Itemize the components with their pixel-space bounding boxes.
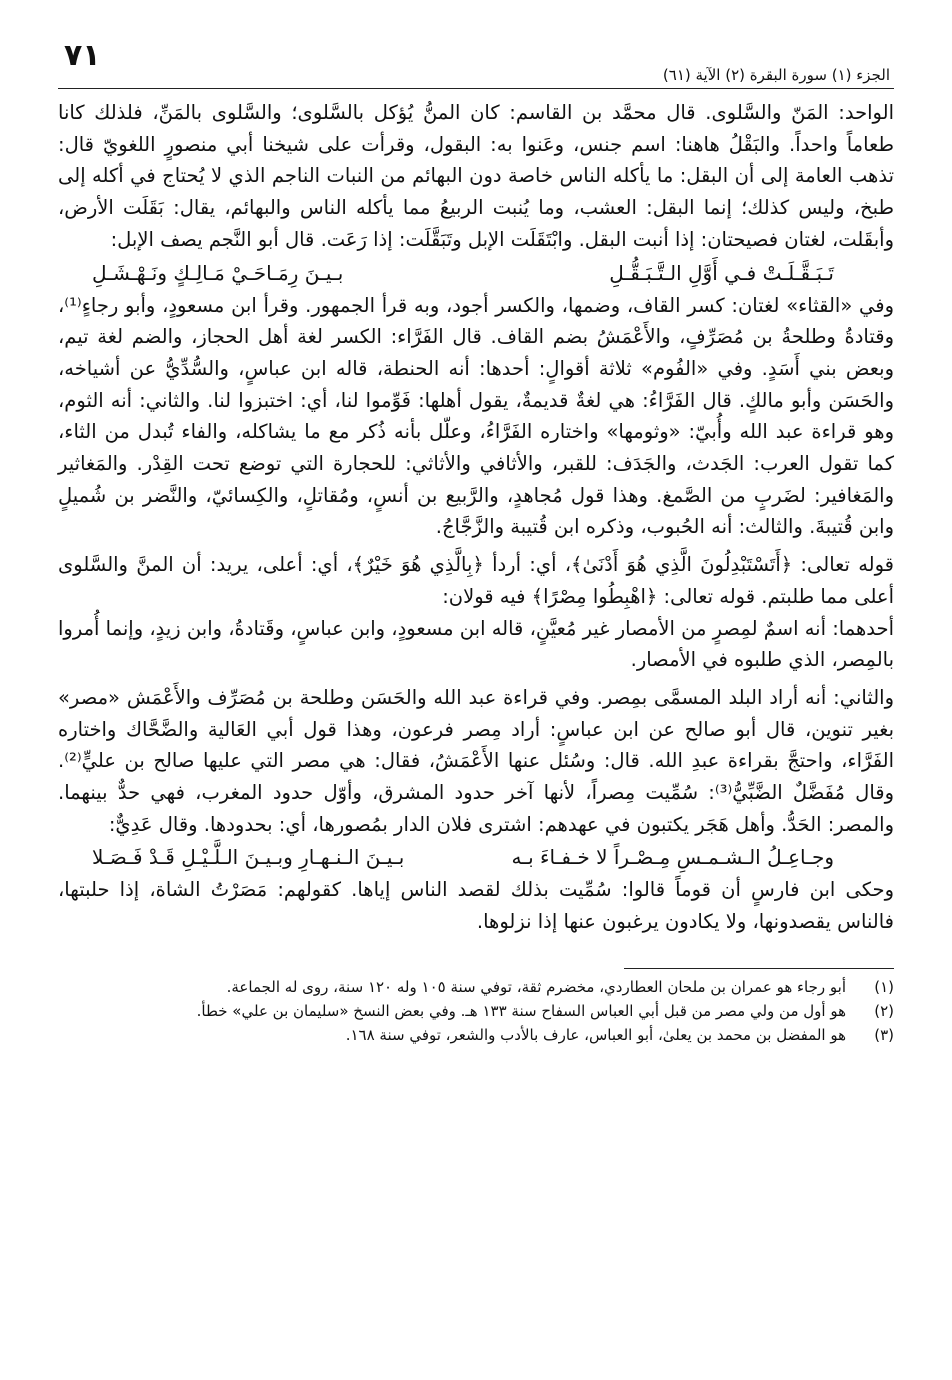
footnote-separator: [624, 968, 894, 969]
footnote-item: [58, 999, 894, 1023]
poem-verse-adi: [58, 840, 894, 874]
paragraph-ibn-faris: وحكى ابن فارسٍ أن قوماً قالوا: سُمِّيت بذلك لقصد الناس إياها. كقولهم: مَصَرْتُ الشاة، إذا حلبتها، فالناس يقصدونها، ولا يكادون يرغبون عنها إذا نزلوها.: [58, 878, 894, 934]
paragraph-qiththa-fum: وفي «القثاء» لغتان: كسر القاف، وضمها، والكسر أجود، وبه قرأ الجمهور. وقرأ ابن مسعودٍ، وأبو رجاءٍ⁽¹⁾، وقتادةُ وطلحةُ بن مُصَرِّفٍ، والأَعْمَشُ بضم القاف. قال الفَرَّاء: الكسر لغة أهل الحجاز، والضم لغة تيم، وبعض بني أَسَدٍ. وفي «الفُوم» ثلاثة أقوالٍ: أحدها: أنه الحنطة، قاله ابن عباسٍ، والسُّدِّيُّ عن أشياخه، والحَسَن وأبو مالكٍ. قال الفَرَّاءُ: هي لغةٌ قديمةٌ، يقول أهلها: فَوِّموا لنا، أي: اختبزوا لنا. والثاني: أنه الثوم، وهو قراءة عبد الله وأُبيّ: «وثومها» واختاره الفَرَّاءُ، وعلّل بأنه ذُكر مع ما يشاكله، والفاء تُبدل من الثاء، كما تقول العرب: الجَدث، والجَدَف: للقبر، والأثافي والأثاثي: للحجارة التي توضع تحت القِدْر. والمَغاثير والمَغافير: لضَربٍ من الصَّمغ. وهذا قول مُجاهدٍ، والرَّبيع بن أنسٍ، ومُقاتلٍ، والكِسائيّ، والنَّضر بن شُميلٍ وابن قُتيبةَ. والثالث: أنه الحُبوب، وذكره ابن قُتيبة والزَّجَّاجُ.: [58, 293, 894, 539]
page-number: ٧١: [64, 38, 101, 73]
paragraph-istibdal: قوله تعالى: ﴿أَتَسْتَبْدِلُونَ الَّذِي هُوَ أَدْنَىٰ﴾، أي: أردأ ﴿بِالَّذِي هُوَ خَيْرٌ﴾، أي: أعلى، يريد: أن المنَّ والسَّلوى أعلى مما طلبتم. قوله تعالى: ﴿اهْبِطُوا مِصْرًا﴾ فيه قولان:: [58, 553, 894, 608]
footnote-text: هو المفضل بن محمد بن يعلىٰ، أبو العباس، عارف بالأدب والشعر، توفي سنة ١٦٨.: [345, 1025, 846, 1044]
verse-second-hemistich: بـيـنَ الـنـهـارِ وبـيـنَ الـلَّـيْـلِ قَـدْ فَـصَـلا: [92, 845, 405, 870]
footnote-number: (١): [874, 977, 894, 996]
poem-verse-abu-najm: [58, 256, 894, 290]
verse-first-hemistich: وجـاعِـلُ الـشـمـسِ مِـصْـراً لا خـفـاءَ بـه: [511, 845, 834, 870]
footnote-item: [58, 975, 894, 999]
footnote-text: أبو رجاء هو عمران بن ملحان العطاردي، مخضرم ثقة، توفي سنة ١٠٥ وله ١٢٠ سنة، روى له الجماعة.: [226, 977, 846, 996]
paragraph-manna-salwa: الواحد: المَنّ والسَّلوى. قال محمَّد بن القاسم: كان المنُّ يُؤكل بالسَّلوى؛ والسَّلوى بالمَنِّ، فلذلك كانا طعاماً واحداً. والبَقْلُ هاهنا: اسم جنس، وعَنوا به: البقول، وقرأت على شيخنا أبي منصورٍ اللغويّ قال: تذهب العامة إلى أن البقل: ما يأكله الناس خاصة دون البهائم من النبات الناجم الذي لا يُحتاج في أكله إلى طبخ، وليس كذلك؛ إنما البقل: العشب، وما يُنبت الربيعُ مما يأكله الناس والبهائم، يقال: بَقَلَت الأرض، وأبقَلت، لغتان فصيحتان: إذا أنبت البقل. وابْتَقَلَت الإبل وتَبَقَّلَت: إذا رَعَت. قال أبو النَّجم يصف الإبل:: [58, 101, 894, 251]
footnote-number: (٢): [874, 1001, 894, 1020]
paragraph-second-opinion: والثاني: أنه أراد البلد المسمَّى بمِصر. وفي قراءة عبد الله والحَسَن وطلحة بن مُصَرِّف والأَعْمَش «مصر» بغير تنوين، قال أبو صالح عن ابن عباسٍ: أراد مِصر فرعون، وهذا قول أبي العَالية والضَّحَّاك واختاره الفَرَّاء، واحتجَّ بقراءة عبدِ الله. قال: وسُئل عنها الأَعْمَشُ، فقال: هي مصر التي عليها صالح بن عليٍّ⁽²⁾. وقال مُفَضَّلٌ الضَّبِّيُّ⁽³⁾: سُمِّيت مِصراً، لأنها آخر حدود المشرق، وأوّل حدود المغرب، فهي حدٌّ بينهما. والمصر: الحَدُّ. وأهل هَجَر يكتبون في عهدهم: اشترى فلان الدار بمُصورها، أي: بحدودها. وقال عَدِيٌّ:: [58, 685, 894, 836]
footnote-text: هو أول من ولي مصر من قبل أبي العباس السفاح سنة ١٣٣ هـ. وفي بعض النسخ «سليمان بن علي» خطأ.: [196, 1001, 846, 1020]
footnote-item: [58, 1023, 894, 1047]
main-text: [58, 97, 894, 938]
verse-second-hemistich: بـيـنَ رِمَـاحَـيْ مَـالِـكٍ ونَـهْـشَـلِ: [92, 260, 344, 285]
page-header: [58, 28, 894, 89]
running-head: الجزء (١) سورة البقرة (٢) الآية (٦١): [662, 66, 890, 84]
book-page: [58, 28, 894, 1338]
footnotes: [58, 975, 894, 1047]
footnote-number: (٣): [874, 1025, 894, 1044]
paragraph-first-opinion: أحدهما: أنه اسمٌ لمِصرٍ من الأمصار غير مُعيَّنٍ، قاله ابن مسعودٍ، وابن عباسٍ، وقَتادةُ، وابن زيدٍ، وإنما أُمروا بالمِصر، الذي طلبوه في الأمصار.: [58, 616, 894, 672]
verse-first-hemistich: تَـبَـقَّـلَـتْ فـي أَوَّلِ الـتَّـبَـقُّـلِ: [609, 260, 834, 285]
